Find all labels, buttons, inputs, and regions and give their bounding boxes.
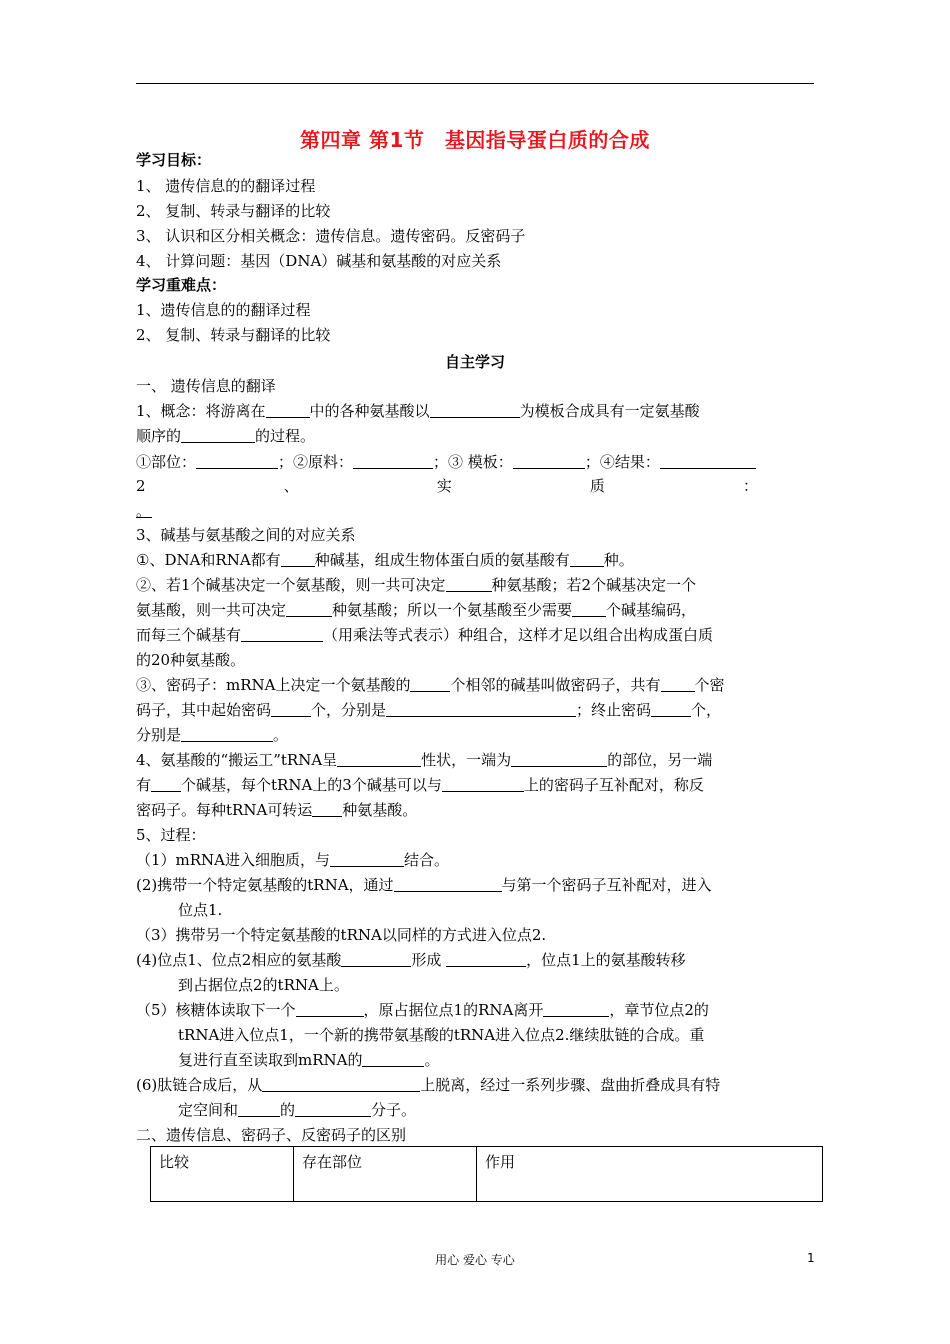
blank — [661, 675, 695, 692]
bases-calc-1: ②、若1个碱基决定一个氨基酸，则一共可决定 种氨基酸；若2个碱基决定一个 — [136, 576, 697, 594]
goal-item: 2、 复制、转录与翻译的比较 — [136, 202, 331, 220]
blank — [543, 1000, 609, 1017]
essence-end: 。 — [136, 502, 152, 520]
blank — [572, 600, 606, 617]
codon-line-2: 码子，其中起始密码 个，分别是 ；终止密码 个， — [136, 701, 722, 719]
blank — [341, 950, 411, 967]
table-header-cell: 比较 — [151, 1147, 294, 1202]
blank — [410, 675, 450, 692]
keypoint-item: 2、 复制、转录与翻译的比较 — [136, 326, 331, 344]
blank — [181, 426, 255, 443]
codon-line-3: 分别是 。 — [136, 726, 289, 744]
step-4-cont: 到占据位点2的tRNA上。 — [178, 976, 349, 994]
trna-line-1: 4、氨基酸的“搬运工”tRNA呈 性状，一端为 的部位，另一端 — [136, 751, 713, 769]
bases-calc-4: 的20种氨基酸。 — [136, 651, 246, 669]
page-footer: 用心 爱心 专心 — [435, 1253, 515, 1267]
goals-heading: 学习目标： — [136, 151, 212, 169]
blank — [446, 575, 492, 592]
blank — [238, 1100, 280, 1117]
blank — [660, 452, 756, 469]
step-4: (4)位点1、位点2相应的氨基酸 形成 ，位点1上的氨基酸转移 — [136, 951, 686, 969]
bases-line: ①、DNA和RNA都有 种碱基，组成生物体蛋白质的氨基酸有 种。 — [136, 551, 634, 569]
header-rule — [136, 83, 814, 84]
blank — [651, 700, 691, 717]
blank — [394, 875, 502, 892]
blank — [196, 452, 278, 469]
step-5-cont: tRNA进入位点1，一个新的携带氨基酸的tRNA进入位点2.继续肽链的合成。重 — [178, 1026, 705, 1044]
blank — [353, 452, 433, 469]
blank — [330, 850, 404, 867]
bases-calc-2: 氨基酸，则一共可决定 种氨基酸；所以一个氨基酸至少需要 个碱基编码， — [136, 601, 697, 619]
blank — [151, 775, 181, 792]
blank — [181, 725, 273, 742]
self-study-heading: 自主学习 — [444, 353, 505, 371]
keypoints-heading: 学习重难点： — [136, 276, 227, 294]
step-6: (6)肽链合成后，从 上脱离，经过一系列步骤、盘曲折叠成具有特 — [136, 1076, 721, 1094]
page-title: 第四章 第1节 基因指导蛋白质的合成 — [300, 128, 650, 152]
essence-line: 2 、 实 质 ： — [136, 477, 758, 495]
step-5: （5）核糖体读取下一个 ，原占据位点1的RNA离开 ，章节位点2的 — [136, 1001, 709, 1019]
process-heading: 5、过程： — [136, 826, 206, 844]
blank — [362, 1050, 424, 1067]
trna-line-2: 有 个碱基，每个tRNA上的3个碱基可以与 上的密码子互补配对，称反 — [136, 776, 704, 794]
step-1: （1）mRNA进入细胞质，与 结合。 — [136, 851, 450, 869]
blank — [271, 700, 311, 717]
blank — [442, 775, 524, 792]
correspondence-heading: 3、碱基与氨基酸之间的对应关系 — [136, 526, 356, 544]
page-number: 1 — [807, 1251, 815, 1265]
table-header-cell: 作用 — [477, 1147, 823, 1202]
step-6-cont: 定空间和 的 分子。 — [178, 1101, 417, 1119]
step-2: (2)携带一个特定氨基酸的tRNA，通过 与第一个密码子互补配对，进入 — [136, 876, 712, 894]
keypoint-item: 1、遗传信息的的翻译过程 — [136, 301, 311, 319]
goal-item: 4、 计算问题：基因（DNA）碱基和氨基酸的对应关系 — [136, 252, 502, 270]
section1-heading: 一、 遗传信息的翻译 — [136, 377, 276, 395]
concept-line-2: 顺序的 的过程。 — [136, 427, 316, 445]
blank — [430, 401, 520, 418]
comparison-table — [150, 1146, 823, 1202]
blank — [513, 452, 585, 469]
blank — [312, 800, 342, 817]
blank — [281, 550, 315, 567]
blank — [446, 950, 526, 967]
blank — [337, 750, 421, 767]
bases-calc-3: 而每三个碱基有 （用乘法等式表示）种组合，这样才足以组合出构成蛋白质 — [136, 626, 714, 644]
section2-heading: 二、遗传信息、密码子、反密码子的区别 — [136, 1126, 407, 1144]
blank — [241, 625, 323, 642]
blank — [570, 550, 604, 567]
table-row — [151, 1147, 823, 1202]
blank — [262, 1075, 420, 1092]
blank — [296, 1000, 364, 1017]
concept-line-1: 1、概念：将游离在 中的各种氨基酸以 为模板合成具有一定氨基酸 — [136, 402, 700, 420]
blank — [511, 750, 607, 767]
blank — [386, 700, 576, 717]
codon-line-1: ③、密码子：mRNA上决定一个氨基酸的 个相邻的碱基叫做密码子，共有 个密 — [136, 676, 725, 694]
blank — [295, 1100, 371, 1117]
step-3: （3）携带另一个特定氨基酸的tRNA以同样的方式进入位点2. — [136, 926, 547, 944]
blank — [266, 401, 310, 418]
step-2-cont: 位点1. — [178, 901, 223, 919]
blank — [286, 600, 332, 617]
trna-line-3: 密码子。每种tRNA可转运 种氨基酸。 — [136, 801, 418, 819]
step-5-cont: 复进行直至读取到mRNA的 。 — [178, 1051, 440, 1069]
table-header-cell: 存在部位 — [294, 1147, 477, 1202]
goal-item: 1、 遗传信息的的翻译过程 — [136, 177, 316, 195]
goal-item: 3、 认识和区分相关概念：遗传信息。遗传密码。反密码子 — [136, 227, 526, 245]
parts-line: ①部位： ；②原料： ；③ 模板： ；④结果： — [136, 452, 756, 472]
